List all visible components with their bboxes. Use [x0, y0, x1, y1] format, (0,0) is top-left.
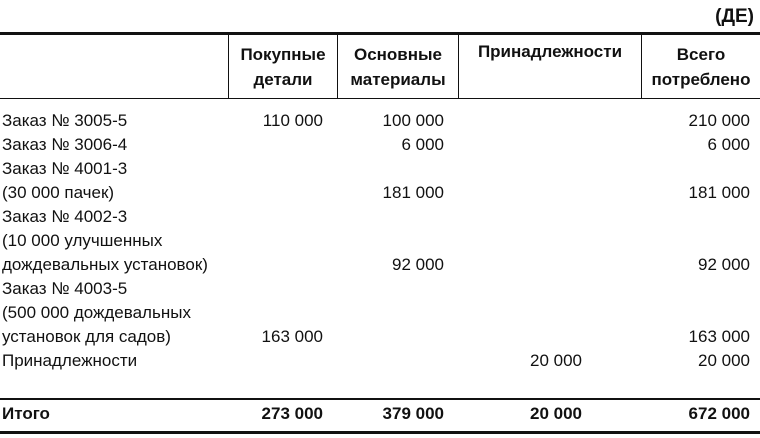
cell-total: 210 000	[688, 111, 750, 130]
row-label: Заказ № 3006-4	[2, 135, 128, 154]
row-label: Принадлежности	[2, 351, 138, 370]
row-label: Заказ № 4003-5	[2, 279, 128, 298]
row-label: Заказ № 3005-5	[2, 111, 128, 130]
header-supplies: Принадлежности	[477, 42, 623, 61]
total-supplies: 20 000	[530, 404, 582, 423]
header-purchased-parts: Покупные детали	[240, 45, 326, 89]
cell-total: 6 000	[707, 135, 750, 154]
total-total: 672 000	[688, 404, 750, 423]
row-label: Заказ № 4001-3	[2, 159, 128, 178]
top-rule	[0, 32, 760, 35]
cell-purchased: 110 000	[262, 111, 323, 130]
header-basic-materials: Основные материалы	[350, 45, 446, 89]
cell-total: 181 000	[688, 183, 750, 202]
total-label: Итого	[2, 404, 50, 423]
cell-total: 20 000	[698, 351, 750, 370]
cell-materials: 92 000	[392, 255, 444, 274]
row-label: (30 000 пачек)	[2, 183, 115, 202]
cell-materials: 100 000	[382, 111, 444, 130]
cell-total: 92 000	[698, 255, 750, 274]
total-purchased: 273 000	[261, 404, 323, 423]
cell-purchased: 163 000	[261, 327, 323, 346]
row-label: (10 000 улучшенных	[2, 231, 163, 250]
row-label: дождевальных установок)	[2, 255, 208, 274]
unit-label: (ДЕ)	[715, 6, 754, 27]
total-materials: 379 000	[382, 404, 444, 423]
row-label: (500 000 дождевальных	[2, 303, 191, 322]
cell-supplies: 20 000	[530, 351, 582, 370]
cell-materials: 6 000	[401, 135, 444, 154]
row-label: Заказ № 4002-3	[2, 207, 128, 226]
bottom-rule	[0, 431, 760, 434]
header-rule	[0, 98, 760, 99]
header-total-consumed: Всего потреблено	[651, 45, 751, 89]
row-label: установок для садов)	[2, 327, 171, 346]
cell-total: 163 000	[688, 327, 750, 346]
total-top-rule	[0, 398, 760, 400]
cell-materials: 181 000	[382, 183, 444, 202]
